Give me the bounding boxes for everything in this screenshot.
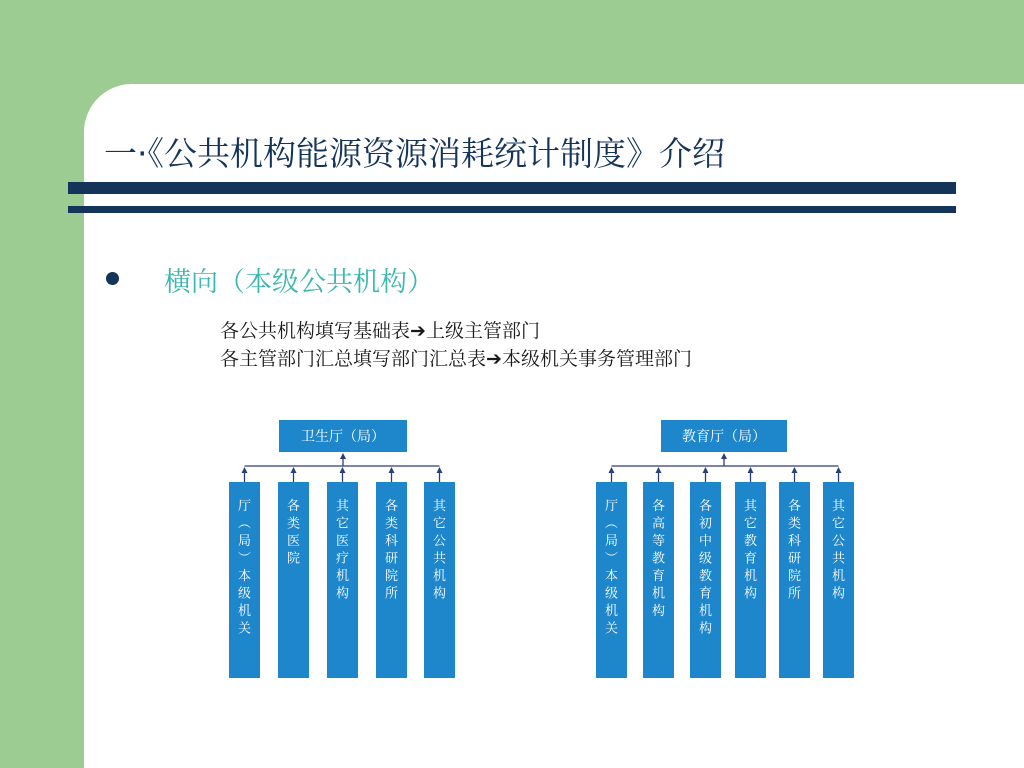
arrow-up-icon bbox=[703, 467, 709, 473]
arrow-up-icon bbox=[656, 467, 662, 473]
org-child-label-char: 本 bbox=[237, 569, 252, 584]
org-child-label-char: 所 bbox=[384, 586, 399, 602]
flow-line-2-source: 各主管部门汇总填写部门汇总表 bbox=[220, 348, 487, 370]
bullet-heading: 横向（本级公共机构） bbox=[164, 267, 434, 298]
org-child-label-char: 厅 bbox=[237, 499, 252, 514]
org-child-label-char: 级 bbox=[604, 586, 619, 602]
org-child-label-char: 公 bbox=[831, 534, 846, 549]
org-child-label-char: 级 bbox=[698, 551, 713, 567]
org-child-label-char: 局 bbox=[604, 534, 619, 549]
org-child-label-char: 育 bbox=[698, 586, 713, 602]
org-child-label-char: 高 bbox=[651, 516, 666, 532]
arrow-up-icon bbox=[437, 467, 443, 473]
arrow-up-icon bbox=[721, 453, 727, 459]
org-child-label-char: 机 bbox=[237, 604, 252, 619]
org-child-label-char: 机 bbox=[604, 604, 619, 619]
org-root-label: 教育厅（局） bbox=[682, 429, 766, 445]
org-child-label-char: 它 bbox=[831, 516, 846, 532]
org-child-label-char: 类 bbox=[286, 516, 301, 532]
flow-line-2-target: 本级机关事务管理部门 bbox=[501, 348, 692, 370]
org-child-label-char: 关 bbox=[604, 621, 619, 637]
org-root-label: 卫生厅（局） bbox=[301, 429, 385, 445]
org-child-label-char: 厅 bbox=[604, 499, 619, 514]
org-child-label-char: 教 bbox=[698, 569, 713, 584]
arrow-up-icon bbox=[792, 467, 798, 473]
org-child-label-char: 机 bbox=[335, 569, 350, 584]
org-child-label-char: 类 bbox=[787, 516, 802, 532]
org-child-label-char: 其 bbox=[743, 499, 758, 514]
org-child-label-char: 共 bbox=[831, 551, 846, 567]
org-child-label-char: 关 bbox=[237, 621, 252, 637]
arrow-up-icon bbox=[609, 467, 615, 473]
arrow-up-icon bbox=[836, 467, 842, 473]
org-child-label-char: 各 bbox=[651, 499, 666, 514]
org-child-label-char: 等 bbox=[651, 534, 666, 549]
org-child-label-char: 各 bbox=[384, 499, 399, 514]
org-child-label-char: 育 bbox=[743, 551, 758, 567]
org-child-label-char: 构 bbox=[651, 604, 666, 619]
org-child-label-char: 所 bbox=[787, 586, 802, 602]
flow-line-1-target: 上级主管部门 bbox=[425, 320, 540, 342]
org-child-label-char: 其 bbox=[432, 499, 447, 514]
arrow-up-icon bbox=[291, 467, 297, 473]
org-child-label-char: 机 bbox=[432, 569, 447, 584]
org-child-label-char: 机 bbox=[831, 569, 846, 584]
arrow-up-icon bbox=[340, 453, 346, 459]
org-child-label-char: 其 bbox=[335, 499, 350, 514]
flow-line-1-source: 各公共机构填写基础表 bbox=[220, 320, 411, 342]
org-child-label-char: 各 bbox=[698, 499, 713, 514]
org-child-label-char: 机 bbox=[698, 604, 713, 619]
org-child-label-char: 类 bbox=[384, 516, 399, 532]
org-child-label-char: 机 bbox=[651, 586, 666, 602]
arrow-up-icon bbox=[242, 467, 248, 473]
org-child-label-char: 院 bbox=[384, 569, 399, 584]
org-child-label-char: 它 bbox=[335, 516, 350, 532]
org-child-label-char: 院 bbox=[286, 551, 301, 567]
org-child-label-char: 局 bbox=[237, 534, 252, 549]
org-child-label-char: ） bbox=[235, 550, 251, 565]
org-child-label-char: 中 bbox=[698, 534, 713, 549]
slide-title: 一·《公共机构能源资源消耗统计制度》介绍 bbox=[104, 134, 725, 173]
org-child-label-char: 它 bbox=[432, 516, 447, 532]
org-child-label-char: 院 bbox=[787, 569, 802, 584]
org-child-label-char: 研 bbox=[787, 551, 802, 567]
arrow-right-icon: ➔ bbox=[410, 320, 426, 342]
org-child-label-char: 构 bbox=[432, 586, 447, 602]
arrow-up-icon bbox=[389, 467, 395, 473]
arrow-right-icon: ➔ bbox=[486, 348, 502, 370]
org-child-label-char: 教 bbox=[651, 551, 666, 567]
org-child-label-char: 医 bbox=[286, 534, 301, 549]
org-child-label-char: 教 bbox=[743, 534, 758, 549]
org-child-label-char: 公 bbox=[432, 534, 447, 549]
org-child-label-char: 构 bbox=[698, 621, 713, 637]
org-child-label-char: 研 bbox=[384, 551, 399, 567]
org-child-label-char: 科 bbox=[787, 534, 802, 549]
org-child-label-char: 初 bbox=[698, 516, 713, 532]
org-child-label-char: （ bbox=[602, 515, 618, 530]
org-child-label-char: 构 bbox=[335, 586, 350, 602]
org-child-label-char: 它 bbox=[743, 516, 758, 532]
org-child-label-char: 科 bbox=[384, 534, 399, 549]
org-child-label-char: 其 bbox=[831, 499, 846, 514]
org-child-label-char: （ bbox=[235, 515, 251, 530]
org-child-label-char: 各 bbox=[286, 499, 301, 514]
arrow-up-icon bbox=[340, 467, 346, 473]
org-child-label-char: 育 bbox=[651, 569, 666, 584]
org-child-label-char: 疗 bbox=[335, 551, 350, 567]
org-child-label-char: 本 bbox=[604, 569, 619, 584]
org-child-label-char: 级 bbox=[237, 586, 252, 602]
org-child-label-char: 构 bbox=[831, 586, 846, 602]
org-child-label-char: 医 bbox=[335, 534, 350, 549]
org-child-label-char: ） bbox=[602, 550, 618, 565]
org-child-label-char: 各 bbox=[787, 499, 802, 514]
arrow-up-icon bbox=[748, 467, 754, 473]
org-child-label-char: 共 bbox=[432, 551, 447, 567]
org-child-label-char: 机 bbox=[743, 569, 758, 584]
org-child-label-char: 构 bbox=[743, 586, 758, 602]
